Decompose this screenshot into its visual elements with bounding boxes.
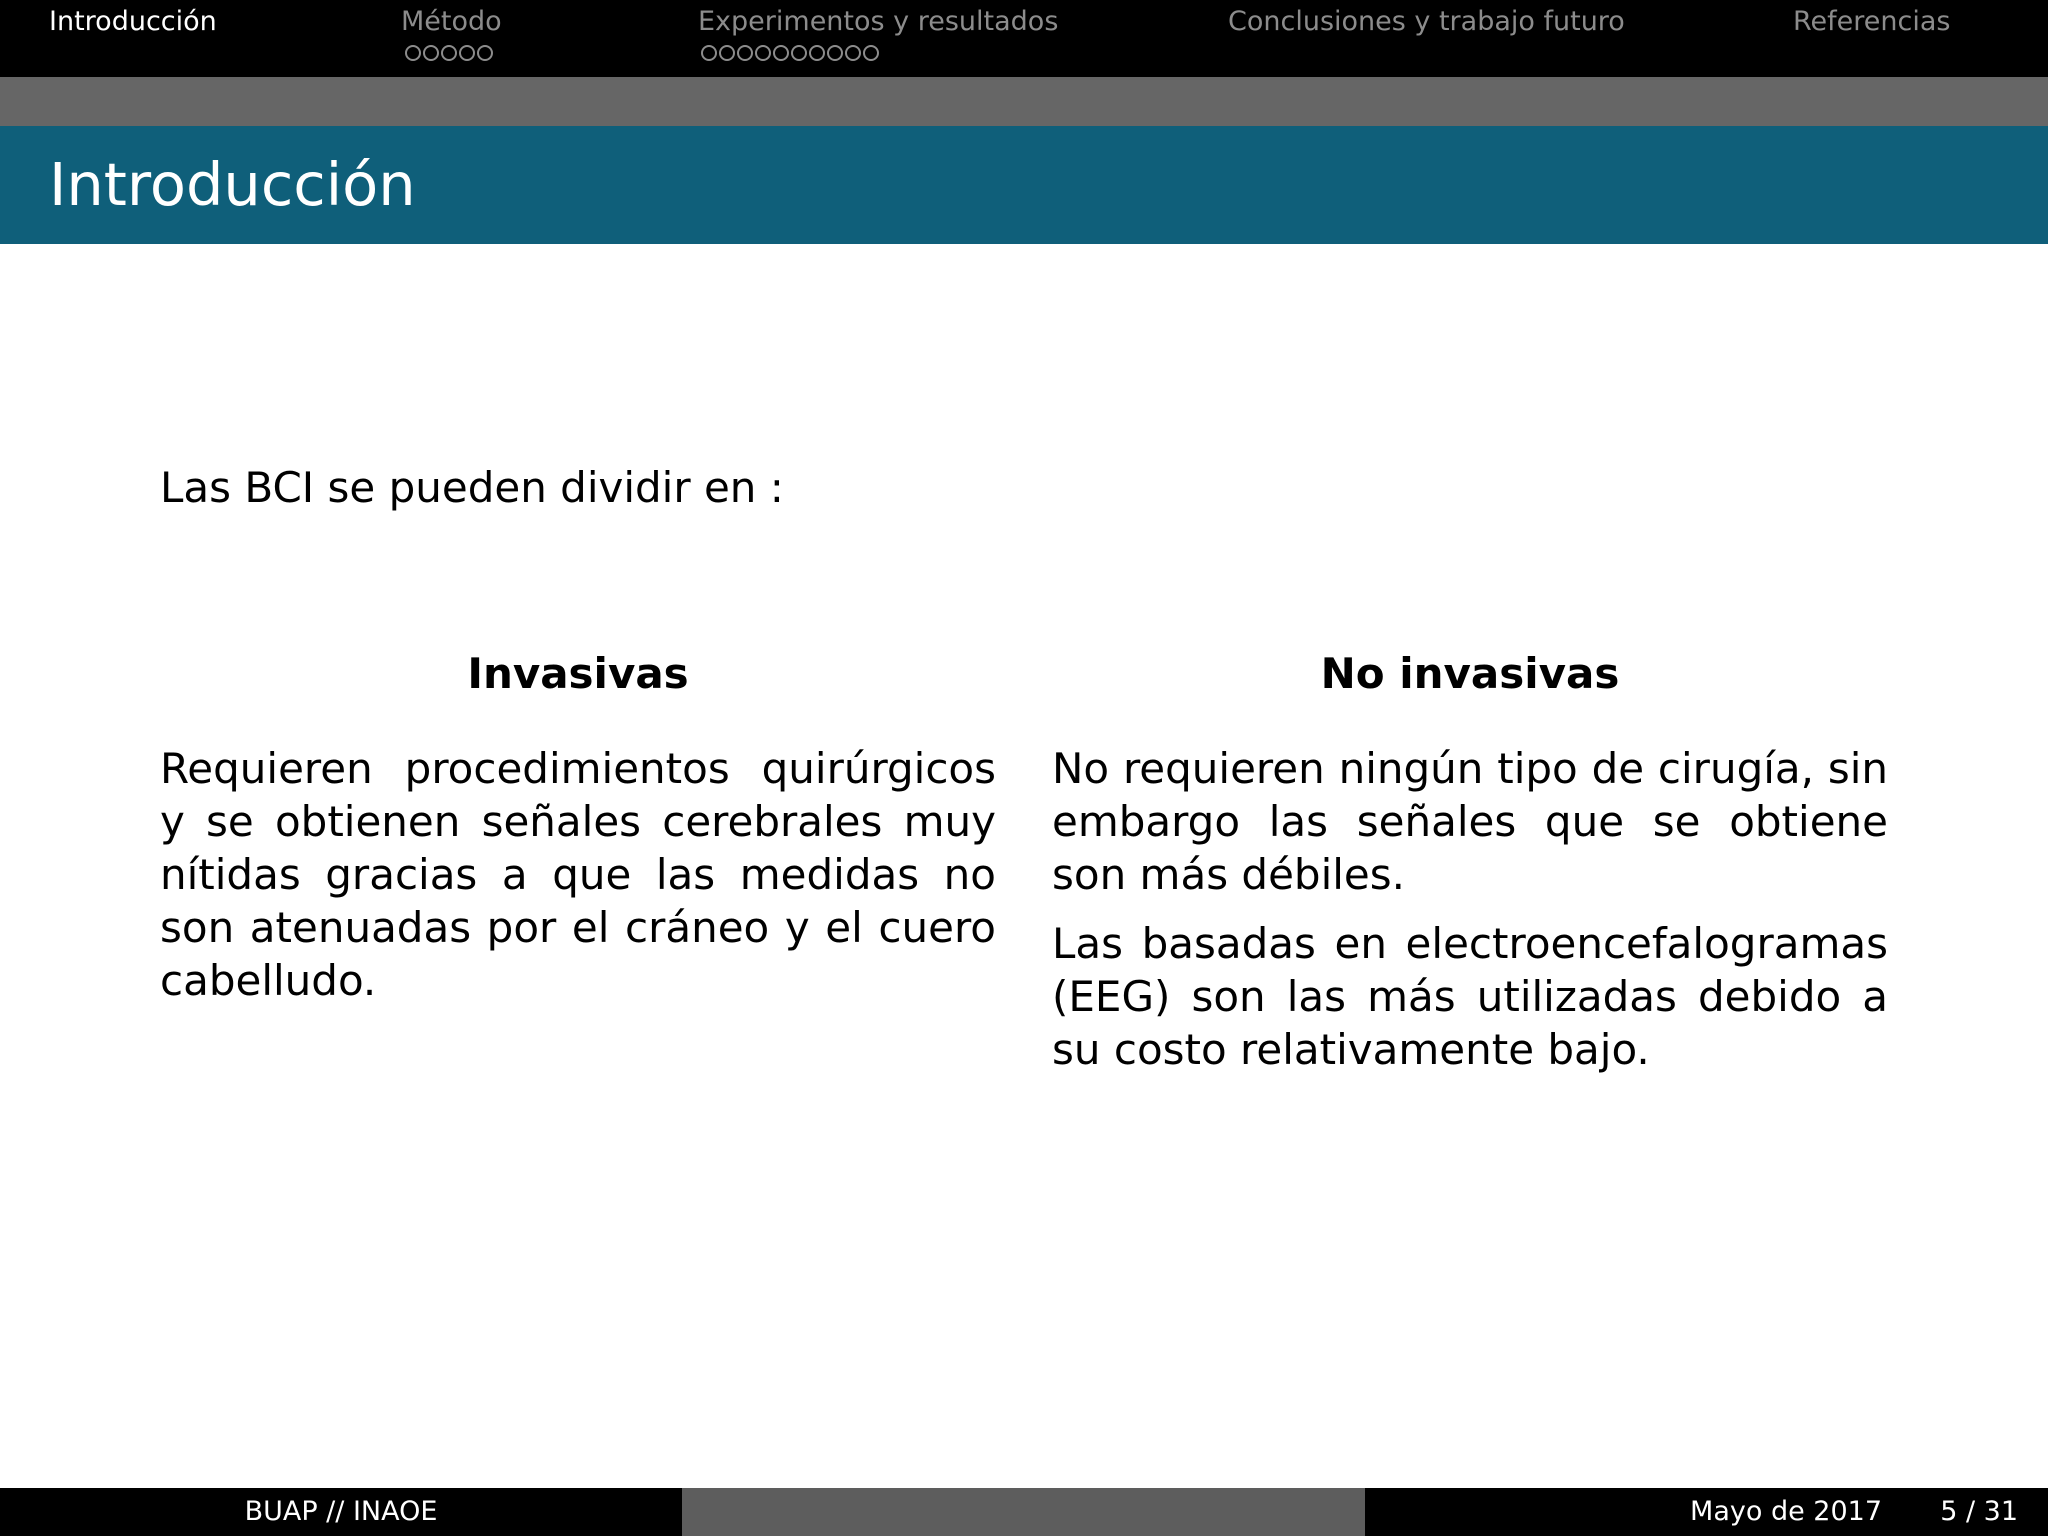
nav-section-conclusiones[interactable]: Conclusiones y trabajo futuro	[1228, 6, 1625, 37]
intro-text: Las BCI se pueden dividir en :	[160, 463, 784, 512]
slide-dot[interactable]	[845, 45, 861, 61]
nav-section-experimentos[interactable]: Experimentos y resultados	[698, 6, 1059, 37]
column-paragraph: No requieren ningún tipo de cirugía, sin embargo las señales que se obtiene son más débiles.	[1052, 744, 1888, 899]
slide-dot[interactable]	[423, 45, 439, 61]
column-heading: Invasivas	[467, 649, 689, 698]
slide-dot[interactable]	[441, 45, 457, 61]
section-navigation	[0, 0, 2048, 77]
slide-dot[interactable]	[737, 45, 753, 61]
page-number: 5 / 31	[1940, 1496, 2018, 1527]
slide-dot[interactable]	[827, 45, 843, 61]
slide-dot[interactable]	[719, 45, 735, 61]
footer	[0, 1488, 2048, 1536]
column-heading: No invasivas	[1320, 649, 1620, 698]
nav-dots-metodo	[405, 45, 493, 61]
footer-institution: BUAP // INAOE	[0, 1488, 682, 1536]
column-paragraph: Requieren procedimientos quirúrgicos y se obtienen señales cerebrales muy nítidas gracias a que las medidas no son atenuadas por el cráneo y el cuero cabelludo.	[160, 744, 996, 1005]
footer-info	[1365, 1488, 2048, 1536]
column-paragraph: Las basadas en electroencefalogramas (EEG) son las más utilizadas debido a su costo relativamente bajo.	[1052, 919, 1888, 1074]
footer-date: Mayo de 2017	[1690, 1496, 1882, 1527]
slide-dot[interactable]	[773, 45, 789, 61]
slide-dot[interactable]	[755, 45, 771, 61]
slide-dot[interactable]	[459, 45, 475, 61]
subsection-bar	[0, 77, 2048, 126]
column-invasivas	[160, 648, 996, 1023]
slide-dot[interactable]	[791, 45, 807, 61]
nav-section-referencias[interactable]: Referencias	[1793, 6, 1951, 37]
slide-dot[interactable]	[477, 45, 493, 61]
frame-title-bar	[0, 126, 2048, 244]
footer-title-block	[682, 1488, 1365, 1536]
frame-title: Introducción	[49, 150, 416, 219]
nav-dots-experimentos	[701, 45, 879, 61]
slide-dot[interactable]	[809, 45, 825, 61]
column-no-invasivas	[1052, 648, 1888, 1092]
nav-section-introduccion[interactable]: Introducción	[49, 6, 217, 37]
slide-dot[interactable]	[701, 45, 717, 61]
nav-section-metodo[interactable]: Método	[401, 6, 502, 37]
slide-dot[interactable]	[863, 45, 879, 61]
slide-dot[interactable]	[405, 45, 421, 61]
